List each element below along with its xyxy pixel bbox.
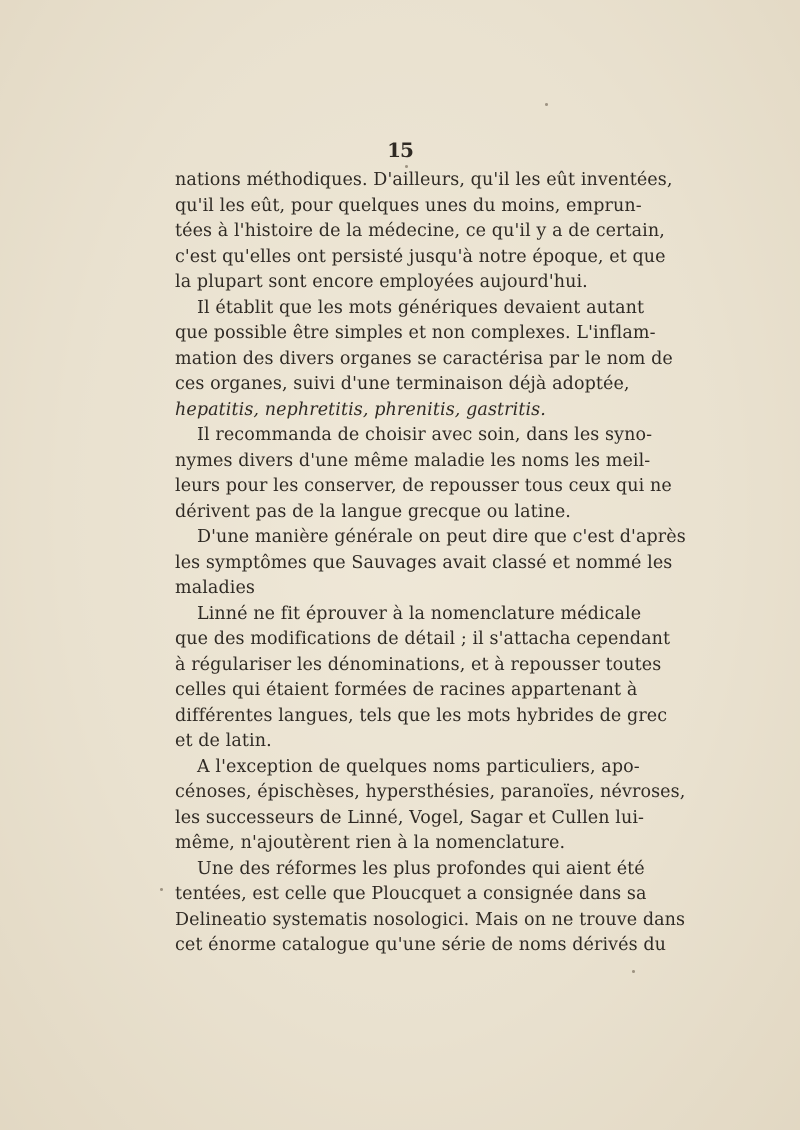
text-line: celles qui étaient formées de racines appartenant à	[175, 680, 638, 700]
text-line: nations méthodiques. D'ailleurs, qu'il les eût inventées,	[175, 170, 673, 190]
text-line: à régulariser les dénominations, et à repousser toutes	[175, 654, 662, 675]
text-line: Une des réformes les plus profondes qui aient été	[197, 858, 645, 879]
text-line: que possible être simples et non complexes. L'inflam-	[175, 323, 656, 343]
ink-speck	[405, 165, 408, 168]
body-text	[175, 168, 686, 959]
text-line: même, n'ajoutèrent rien à la nomenclature.	[175, 833, 566, 853]
text-line: D'une manière générale on peut dire que c'est d'après	[197, 527, 686, 547]
text-line: Delineatio systematis nosologici. Mais on ne trouve dans	[175, 909, 686, 930]
text-line: les successeurs de Linné, Vogel, Sagar et Cullen lui-	[175, 807, 645, 828]
ink-speck	[632, 970, 635, 973]
text-line: les symptômes que Sauvages avait classé et nommé les	[175, 552, 673, 573]
text-line: hepatitis, nephretitis, phrenitis, gastritis.	[175, 399, 546, 420]
text-line: A l'exception de quelques noms particuliers, apo-	[197, 756, 640, 777]
text-line: Linné ne fit éprouver à la nomenclature médicale	[197, 603, 642, 624]
text-line: la plupart sont encore employées aujourd'hui.	[175, 272, 588, 292]
text-line: différentes langues, tels que les mots hybrides de grec	[175, 705, 668, 726]
text-line: ces organes, suivi d'une terminaison déjà adoptée,	[175, 374, 630, 394]
text-line: mation des divers organes se caractérisa par le nom de	[175, 348, 673, 369]
ink-speck	[160, 888, 163, 891]
text-line: dérivent pas de la langue grecque ou latine.	[175, 501, 571, 522]
text-line: c'est qu'elles ont persisté jusqu'à notre époque, et que	[175, 246, 666, 267]
text-line: qu'il les eût, pour quelques unes du moins, emprun-	[175, 195, 642, 216]
text-line: et de latin.	[175, 731, 272, 751]
ink-speck	[545, 103, 548, 106]
text-line: tentées, est celle que Ploucquet a consignée dans sa	[175, 884, 647, 904]
text-line: cénoses, épischèses, hypersthésies, paranoïes, névroses,	[175, 782, 686, 802]
text-line: nymes divers d'une même maladie les noms les meil-	[175, 450, 651, 471]
text-line: Il recommanda de choisir avec soin, dans les syno-	[197, 425, 653, 445]
text-line: tées à l'histoire de la médecine, ce qu'il y a de certain,	[175, 221, 665, 241]
text-line: Il établit que les mots génériques devaient autant	[197, 297, 645, 318]
text-line: leurs pour les conserver, de repousser tous ceux qui ne	[175, 476, 672, 496]
page-number: 15	[387, 138, 413, 162]
text-line: maladies	[175, 578, 255, 598]
text-line: cet énorme catalogue qu'une série de noms dérivés du	[175, 935, 667, 955]
text-line: que des modifications de détail ; il s'attacha cependant	[175, 629, 671, 649]
